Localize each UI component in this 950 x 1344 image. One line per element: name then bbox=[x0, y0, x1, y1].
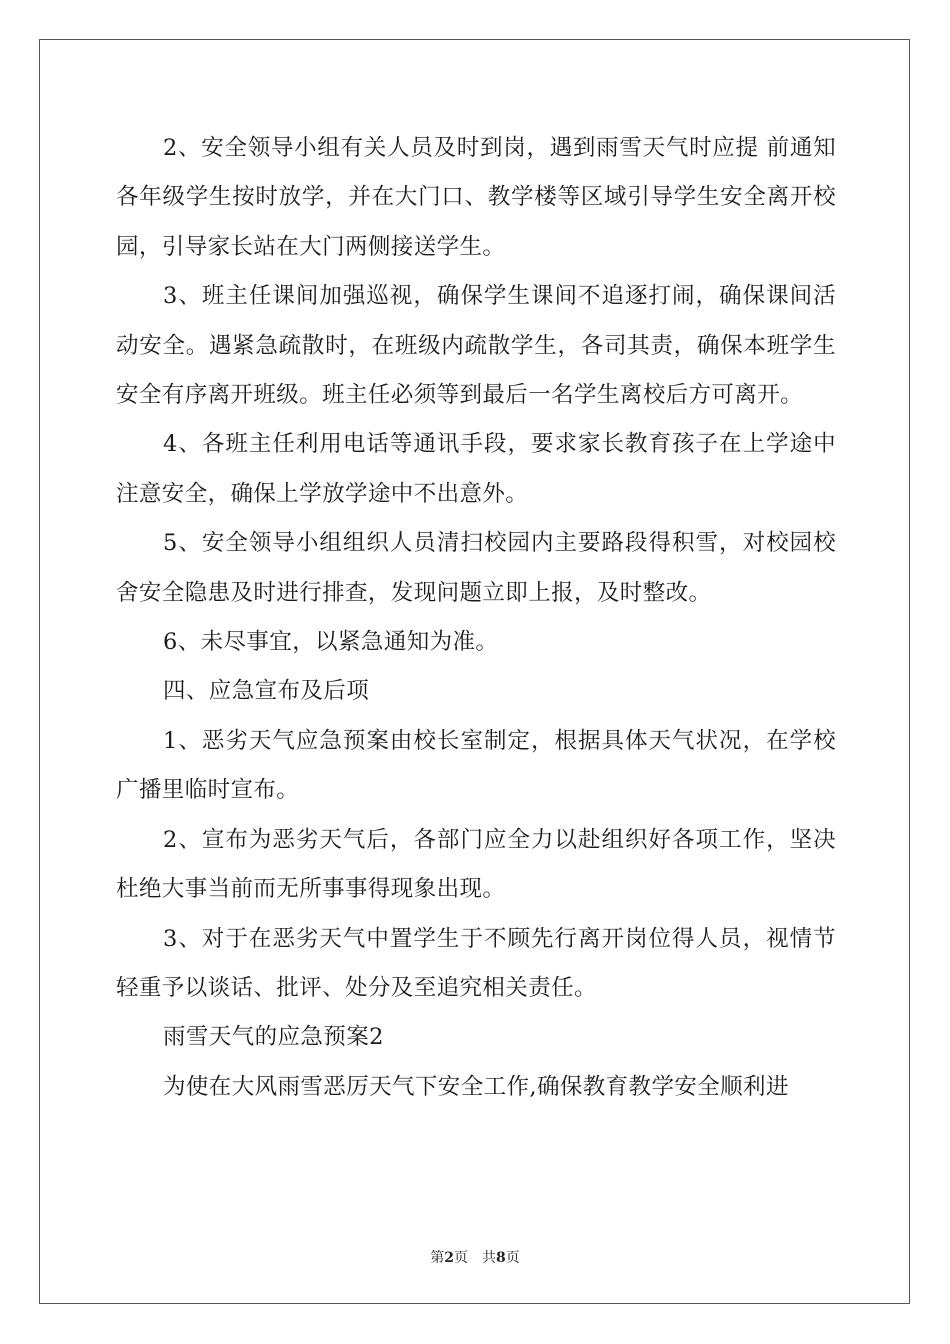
paragraph-1: 2、安全领导小组有关人员及时到岗，遇到雨雪天气时应提 前通知各年级学生按时放学，并在大门口、教学楼等区域引导学生安全离开校园，引导家长站在大门两侧接送学生。 bbox=[116, 135, 836, 260]
paragraph-4: 5、安全领导小组组织人员清扫校园内主要路段得积雪，对校园校舍安全隐患及时进行排查，发现问题立即上报，及时整改。 bbox=[116, 530, 836, 606]
paragraph-3: 4、各班主任利用电话等通讯手段，要求家长教育孩子在上学途中注意安全，确保上学放学途中不出意外。 bbox=[116, 431, 836, 507]
total-prefix: 共 bbox=[482, 1250, 496, 1266]
paragraph-7: 2、宣布为恶劣天气后，各部门应全力以赴组织好各项工作，坚决杜绝大事当前而无所事事得现象出现。 bbox=[116, 826, 836, 903]
page-suffix: 页 bbox=[454, 1250, 468, 1266]
section-heading: 四、应急宣布及后项 bbox=[163, 678, 370, 705]
paragraph-2: 3、班主任课间加强巡视，确保学生课间不追逐打闹，确保课间活动安全。遇紧急疏散时，在班级内疏散学生，各司其责，确保本班学生安全有序离开班级。班主任必须等到最后一名学生离校后方可离开。 bbox=[116, 283, 836, 409]
total-pages: 8 bbox=[496, 1250, 506, 1266]
paragraph-8: 3、对于在恶劣天气中置学生于不顾先行离开岗位得人员，视情节轻重予以谈话、批评、处分及至追究相关责任。 bbox=[116, 925, 836, 1001]
page-prefix: 第 bbox=[430, 1250, 445, 1266]
page-number: 2 bbox=[444, 1250, 454, 1266]
paragraph-5: 6、未尽事宜，以紧急通知为准。 bbox=[163, 629, 499, 656]
document-body bbox=[116, 124, 836, 1112]
paragraph-9: 为使在大风雨雪恶厉天气下安全工作,确保教育教学安全顺利进 bbox=[163, 1073, 789, 1100]
page-footer bbox=[0, 1247, 950, 1267]
article-title: 雨雪天气的应急预案2 bbox=[163, 1024, 384, 1051]
total-suffix: 页 bbox=[505, 1250, 520, 1266]
paragraph-6: 1、恶劣天气应急预案由校长室制定，根据具体天气状况，在学校广播里临时宣布。 bbox=[116, 727, 836, 804]
